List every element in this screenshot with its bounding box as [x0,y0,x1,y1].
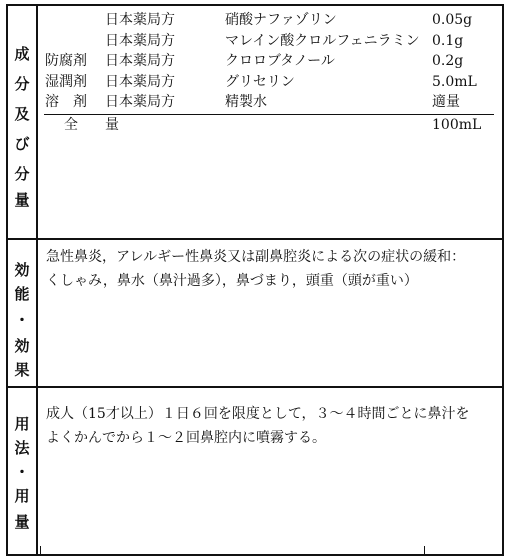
ingredient-standard: 日本薬局方 [105,12,175,28]
ingredient-role: 湿潤剤 [45,74,87,90]
ingredient-name: グリセリン [225,74,295,90]
ingredient-name: マレイン酸クロルフェニラミン [225,33,420,49]
ingredient-standard: 日本薬局方 [105,33,175,49]
ingredient-amount: 5.0mL [432,74,477,90]
section-divider-efficacy-usage [6,386,504,388]
ingredient-amount: 0.2g [432,53,464,69]
composition-title-char: 成 [14,45,30,63]
usage-title-char: 用 [14,487,30,505]
efficacy-text [46,245,465,293]
ingredient-role: 溶 剤 [45,94,87,110]
ingredient-standard: 日本薬局方 [105,94,175,110]
total-rule [44,114,494,115]
ingredient-name: 硝酸ナファゾリン [225,12,337,28]
ingredient-standard: 日本薬局方 [105,74,175,90]
bottom-edge-tick [40,546,41,556]
usage-title-char: 用 [14,415,30,433]
efficacy-title-char: 能 [14,285,30,303]
total-amount: 100mL [432,117,482,133]
usage-title-char: ・ [14,463,30,481]
ingredient-role: 防腐剤 [45,53,87,69]
composition-title-char: 分 [14,165,30,183]
efficacy-title-char: 効 [14,261,30,279]
ingredient-amount: 0.05g [432,12,473,28]
composition-title-char: 及 [14,105,30,123]
efficacy-line: 急性鼻炎，アレルギー性鼻炎又は副鼻腔炎による次の症状の緩和： [46,249,466,265]
efficacy-title-char: ・ [14,311,30,329]
ingredient-name: クロロブタノール [225,53,335,69]
composition-title-char: 量 [14,191,30,209]
total-label-char: 量 [105,117,119,133]
usage-title-char: 法 [14,439,30,457]
usage-line: よくかんでから１～２回鼻腔内に噴霧する。 [46,430,326,446]
total-label-char: 全 [64,117,78,133]
usage-text [46,402,470,450]
section-divider-composition-efficacy [6,238,504,240]
composition-title-char: 分 [14,75,30,93]
ingredient-standard: 日本薬局方 [105,53,175,69]
efficacy-title-char: 果 [14,361,30,379]
ingredient-amount: 0.1g [432,33,464,49]
usage-title-char: 量 [14,513,30,531]
ingredient-amount: 適量 [432,94,460,110]
usage-line: 成人（15才以上）１日６回を限度として，３～４時間ごとに鼻汁を [46,406,470,422]
bottom-edge-tick [424,546,425,556]
efficacy-title-char: 効 [14,337,30,355]
ingredient-name: 精製水 [225,94,267,110]
efficacy-line: くしゃみ，鼻水（鼻汁過多），鼻づまり，頭重（頭が重い） [46,273,418,289]
composition-title-char: び [14,135,30,153]
